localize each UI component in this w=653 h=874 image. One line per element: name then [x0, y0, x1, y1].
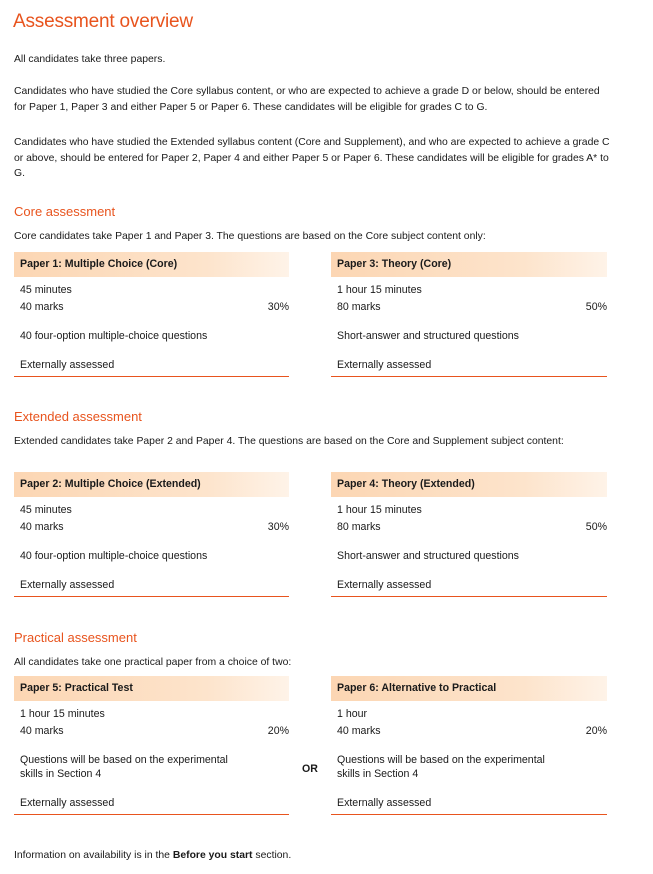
paper-4-assessed: Externally assessed	[331, 579, 607, 597]
paper-2-title: Paper 2: Multiple Choice (Extended)	[14, 472, 289, 497]
paper-6-weight: 20%	[585, 725, 607, 737]
paper-1-card	[14, 252, 289, 377]
paper-1-marks: 40 marks	[20, 301, 64, 313]
paper-6-assessed: Externally assessed	[331, 797, 607, 815]
paper-5-title: Paper 5: Practical Test	[14, 676, 289, 701]
extended-assessment-description: Extended candidates take Paper 2 and Paper 4. The questions are based on the Core and Supplement subject content:	[14, 436, 564, 447]
paper-1-assessed: Externally assessed	[14, 359, 289, 377]
paper-4-title: Paper 4: Theory (Extended)	[331, 472, 607, 497]
paper-6-marks: 40 marks	[337, 725, 381, 737]
extended-assessment-heading: Extended assessment	[14, 409, 142, 424]
intro-paragraph-3: Candidates who have studied the Extended syllabus content (Core and Supplement), and who are expected to achieve a grade C or above, should be entered for Paper 2, Paper 4 and either Paper 5 or Paper 6. These candidates will be eligible for grades A* to G.	[14, 137, 610, 179]
or-label: OR	[302, 763, 318, 775]
paper-5-weight: 20%	[267, 725, 289, 737]
paper-5-marks: 40 marks	[20, 725, 64, 737]
paper-2-description: 40 four-option multiple-choice questions	[20, 550, 208, 562]
paper-3-duration: 1 hour 15 minutes	[337, 284, 422, 296]
paper-3-assessed: Externally assessed	[331, 359, 607, 377]
intro-paragraph-2: Candidates who have studied the Core syllabus content, or who are expected to achieve a grade D or below, should be entered for Paper 1, Paper 3 and either Paper 5 or Paper 6. These candidates will be eligible for grades C to G.	[14, 86, 600, 113]
paper-4-marks-row	[331, 521, 607, 533]
paper-4-weight: 50%	[585, 521, 607, 533]
paper-1-marks-row	[14, 301, 289, 313]
paper-3-marks: 80 marks	[337, 301, 381, 313]
page-title: Assessment overview	[13, 11, 193, 32]
paper-4-card	[331, 472, 607, 597]
paper-1-duration: 45 minutes	[20, 284, 72, 296]
paper-5-card	[14, 676, 289, 815]
paper-4-description: Short-answer and structured questions	[337, 550, 519, 562]
paper-2-assessed: Externally assessed	[14, 579, 289, 597]
availability-note	[14, 850, 291, 861]
paper-2-marks-row	[14, 521, 289, 533]
paper-2-weight: 30%	[267, 521, 289, 533]
paper-5-duration: 1 hour 15 minutes	[20, 708, 105, 720]
paper-3-marks-row	[331, 301, 607, 313]
paper-3-weight: 50%	[585, 301, 607, 313]
paper-1-title: Paper 1: Multiple Choice (Core)	[14, 252, 289, 277]
paper-6-description-line-1: Questions will be based on the experimental	[337, 754, 545, 766]
paper-6-marks-row	[331, 725, 607, 737]
paper-6-duration: 1 hour	[337, 708, 368, 720]
paper-2-card	[14, 472, 289, 597]
practical-assessment-description: All candidates take one practical paper from a choice of two:	[14, 657, 292, 668]
paper-4-marks: 80 marks	[337, 521, 381, 533]
paper-5-marks-row	[14, 725, 289, 737]
paper-1-weight: 30%	[267, 301, 289, 313]
paper-3-card	[331, 252, 607, 377]
paper-3-description: Short-answer and structured questions	[337, 330, 519, 342]
before-you-start-reference: Before you start	[172, 850, 253, 861]
practical-assessment-heading: Practical assessment	[14, 630, 137, 645]
paper-1-description: 40 four-option multiple-choice questions	[20, 330, 208, 342]
intro-paragraph-1: All candidates take three papers.	[14, 54, 166, 65]
paper-2-marks: 40 marks	[20, 521, 64, 533]
paper-5-description-line-2: skills in Section 4	[20, 768, 102, 780]
availability-note-suffix: section.	[252, 850, 292, 861]
paper-6-description-line-2: skills in Section 4	[337, 768, 419, 780]
availability-note-prefix: Information on availability is in the	[14, 850, 173, 861]
paper-4-duration: 1 hour 15 minutes	[337, 504, 422, 516]
paper-6-card	[331, 676, 607, 815]
paper-6-title: Paper 6: Alternative to Practical	[331, 676, 607, 701]
core-assessment-description: Core candidates take Paper 1 and Paper 3. The questions are based on the Core subject content only:	[14, 231, 486, 242]
paper-3-title: Paper 3: Theory (Core)	[331, 252, 607, 277]
core-assessment-heading: Core assessment	[14, 204, 116, 219]
paper-2-duration: 45 minutes	[20, 504, 72, 516]
paper-5-description-line-1: Questions will be based on the experimental	[20, 754, 228, 766]
paper-5-assessed: Externally assessed	[14, 797, 289, 815]
